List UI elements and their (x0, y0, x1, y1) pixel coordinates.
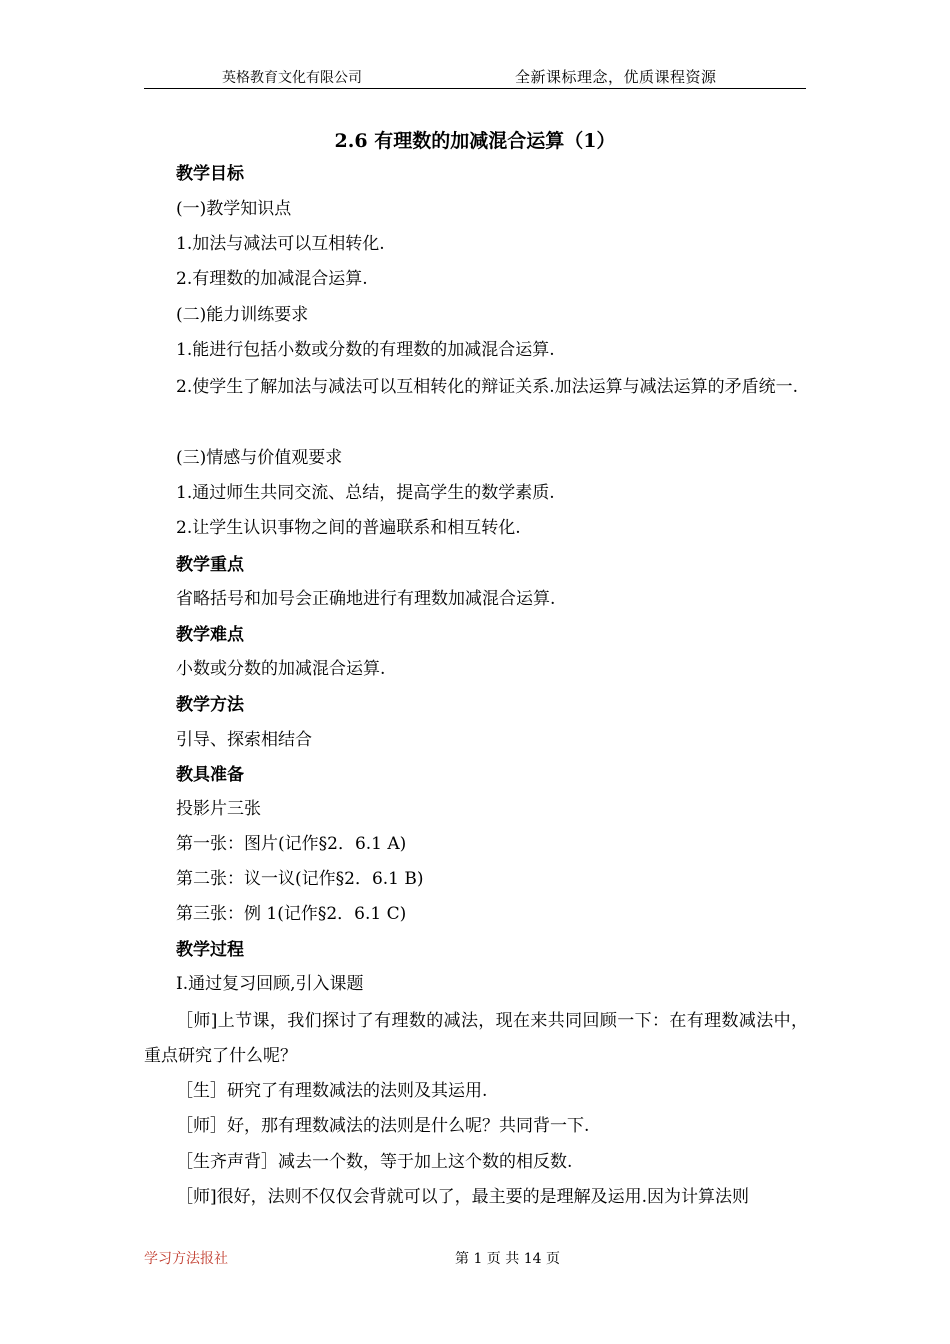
subheading-values: (三)情感与价值观要求 (176, 448, 343, 468)
header-slogan: 全新课标理念，优质课程资源 (515, 68, 717, 86)
body-line: 省略括号和加号会正确地进行有理数加减混合运算. (176, 589, 556, 609)
section-heading-materials: 教具准备 (176, 765, 244, 785)
body-line: 小数或分数的加减混合运算. (176, 659, 386, 679)
subheading-knowledge-points: (一)教学知识点 (176, 199, 292, 219)
dialogue-paragraph: ［师]上节课，我们探讨了有理数的减法，现在来共同回顾一下：在有理数减法中，重点研究了什么呢？ (144, 1011, 808, 1066)
body-line: 第三张：例 1(记作§2．6.1 C) (176, 904, 407, 924)
body-line: 1.加法与减法可以互相转化. (176, 234, 385, 254)
body-line: 2.让学生认识事物之间的普遍联系和相互转化. (176, 518, 521, 538)
body-paragraph: 2.使学生了解加法与减法可以互相转化的辩证关系.加法运算与减法运算的矛盾统一. (176, 377, 799, 397)
dialogue-line: ［生齐声背］减去一个数，等于加上这个数的相反数. (176, 1152, 573, 1172)
section-heading-difficulties: 教学难点 (176, 625, 244, 645)
body-line: 投影片三张 (176, 799, 261, 819)
document-title: 2.6 有理数的加减混合运算（1） (334, 130, 616, 152)
section-heading-methods: 教学方法 (176, 695, 244, 715)
body-line: 2.有理数的加减混合运算. (176, 269, 368, 289)
section-heading-key-points: 教学重点 (176, 555, 244, 575)
body-line: 第一张：图片(记作§2．6.1 A) (176, 834, 407, 854)
footer-page-info: 第 1 页 共 14 页 (455, 1251, 560, 1267)
section-heading-process: 教学过程 (176, 940, 244, 960)
body-line: 引导、探索相结合 (176, 730, 312, 750)
body-line: 第二张：议一议(记作§2．6.1 B) (176, 869, 424, 889)
section-heading-objectives: 教学目标 (176, 164, 244, 184)
body-line: 1.能进行包括小数或分数的有理数的加减混合运算. (176, 340, 555, 360)
body-line: Ⅰ.通过复习回顾,引入课题 (176, 974, 364, 994)
dialogue-line: ［师］好，那有理数减法的法则是什么呢？共同背一下. (176, 1116, 590, 1136)
dialogue-line: ［师]很好，法则不仅仅会背就可以了，最主要的是理解及运用.因为计算法则 (176, 1187, 750, 1207)
header-company: 英格教育文化有限公司 (222, 70, 362, 86)
page-header (144, 64, 806, 89)
body-line: 1.通过师生共同交流、总结，提高学生的数学素质. (176, 483, 555, 503)
dialogue-line: ［生］研究了有理数减法的法则及其运用. (176, 1081, 488, 1101)
footer-brand: 学习方法报社 (144, 1251, 228, 1267)
subheading-ability-training: (二)能力训练要求 (176, 305, 309, 325)
